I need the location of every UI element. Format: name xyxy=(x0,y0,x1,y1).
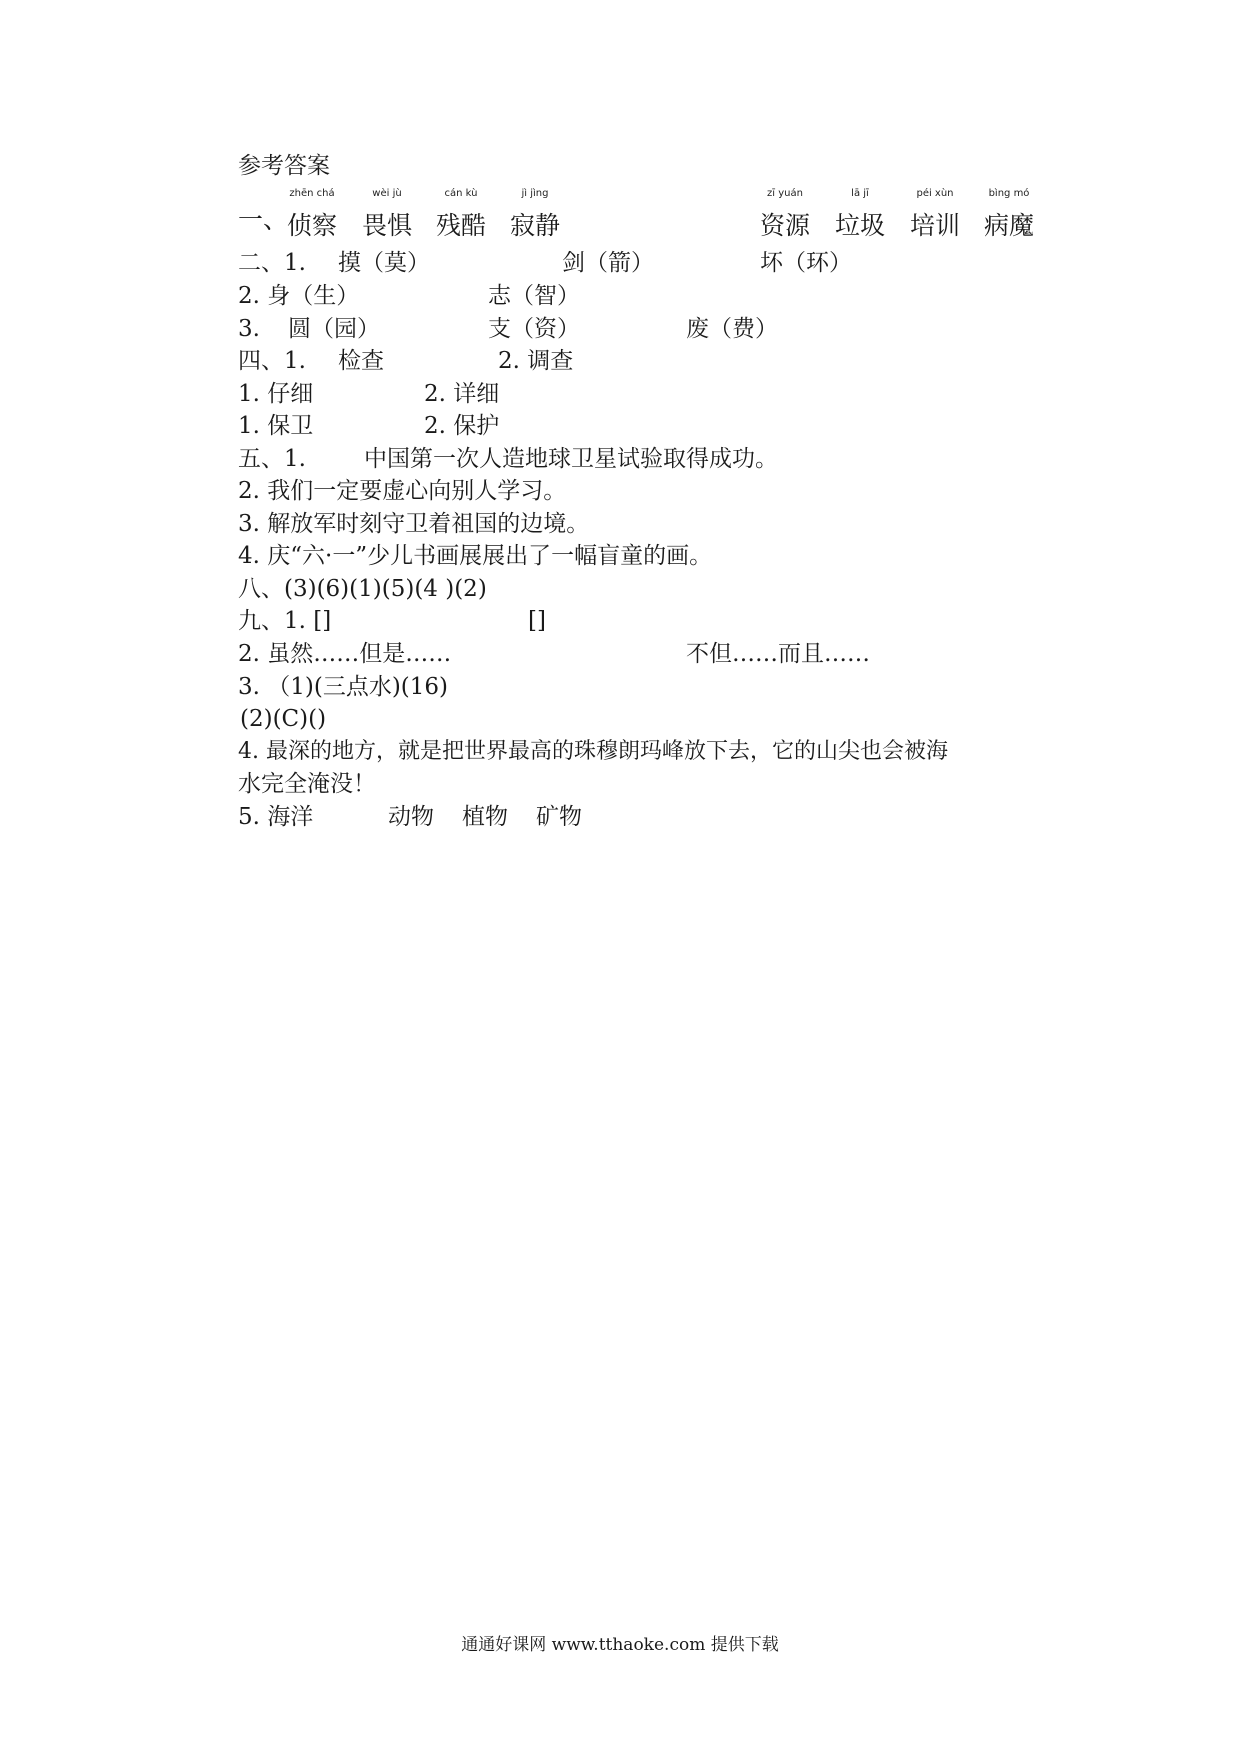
answer-line: 二、1. xyxy=(238,250,306,276)
answer-line: 1. 仔细 xyxy=(238,381,314,407)
answer-text: 动物 xyxy=(388,804,434,830)
answer-line: 九、1. [] xyxy=(238,608,332,634)
answer-text: 2. 调查 xyxy=(498,348,574,374)
answer-line: 2. 虽然……但是…… xyxy=(238,641,452,667)
answer-text: 检查 xyxy=(338,348,384,374)
answer-line: 五、1. xyxy=(238,446,306,472)
answer-text: 中国第一次人造地球卫星试验取得成功。 xyxy=(364,446,778,472)
page-title: 参考答案 xyxy=(238,153,330,179)
answer-text: 不但……而且…… xyxy=(686,641,870,667)
answer-text: 剑（箭） xyxy=(562,250,654,276)
answer-line: 四、1. xyxy=(238,348,306,374)
answer-line: 八、(3)(6)(1)(5)(4 )(2) xyxy=(238,576,487,602)
answer-line: 2. 我们一定要虚心向别人学习。 xyxy=(238,478,567,504)
pinyin-word: péi xùn 培训 xyxy=(910,188,961,240)
answer-line: 2. 身（生） xyxy=(238,283,360,309)
pinyin-word: cán kù 残酷 xyxy=(436,188,487,240)
pinyin-word: zhēn chá 侦察 xyxy=(287,188,338,240)
pinyin-word: lā jī 垃圾 xyxy=(835,188,886,240)
footer-credit: 通通好课网 www.tthaoke.com 提供下载 xyxy=(461,1635,779,1655)
answer-text: 圆（园） xyxy=(288,316,380,342)
pinyin-word: zī yuán 资源 xyxy=(760,188,811,240)
answer-line: 4. 最深的地方，就是把世界最高的珠穆朗玛峰放下去，它的山尖也会被海 xyxy=(238,739,948,764)
answer-text: 矿物 xyxy=(536,804,582,830)
answer-line: 5. 海洋 xyxy=(238,804,314,830)
answer-line: 3. xyxy=(238,316,260,342)
answer-line: 1. 保卫 xyxy=(238,413,314,439)
answer-line: (2)(C)() xyxy=(240,706,327,732)
answer-text: 支（资） xyxy=(488,316,580,342)
answer-text: 2. 保护 xyxy=(424,413,500,439)
answer-line: 3. （1)(三点水)(16) xyxy=(238,674,449,700)
answer-text: 志（智） xyxy=(488,283,580,309)
answer-text: 坏（环） xyxy=(760,250,852,276)
answer-line: 3. 解放军时刻守卫着祖国的边境。 xyxy=(238,511,590,537)
pinyin-word: jì jìng 寂静 xyxy=(510,188,561,240)
answer-line: 4. 庆“六·一”少儿书画展展出了一幅盲童的画。 xyxy=(238,543,713,569)
answer-text: [] xyxy=(528,608,546,634)
answer-text: 2. 详细 xyxy=(424,381,500,407)
answer-text: 废（费） xyxy=(686,316,778,342)
answer-line: 水完全淹没！ xyxy=(238,771,376,797)
q1-number: 一、 xyxy=(238,205,289,234)
answer-text: 植物 xyxy=(462,804,508,830)
pinyin-word: wèi jù 畏惧 xyxy=(362,188,413,240)
pinyin-word: bìng mó 病魔 xyxy=(984,188,1035,240)
answer-text: 摸（莫） xyxy=(338,250,430,276)
